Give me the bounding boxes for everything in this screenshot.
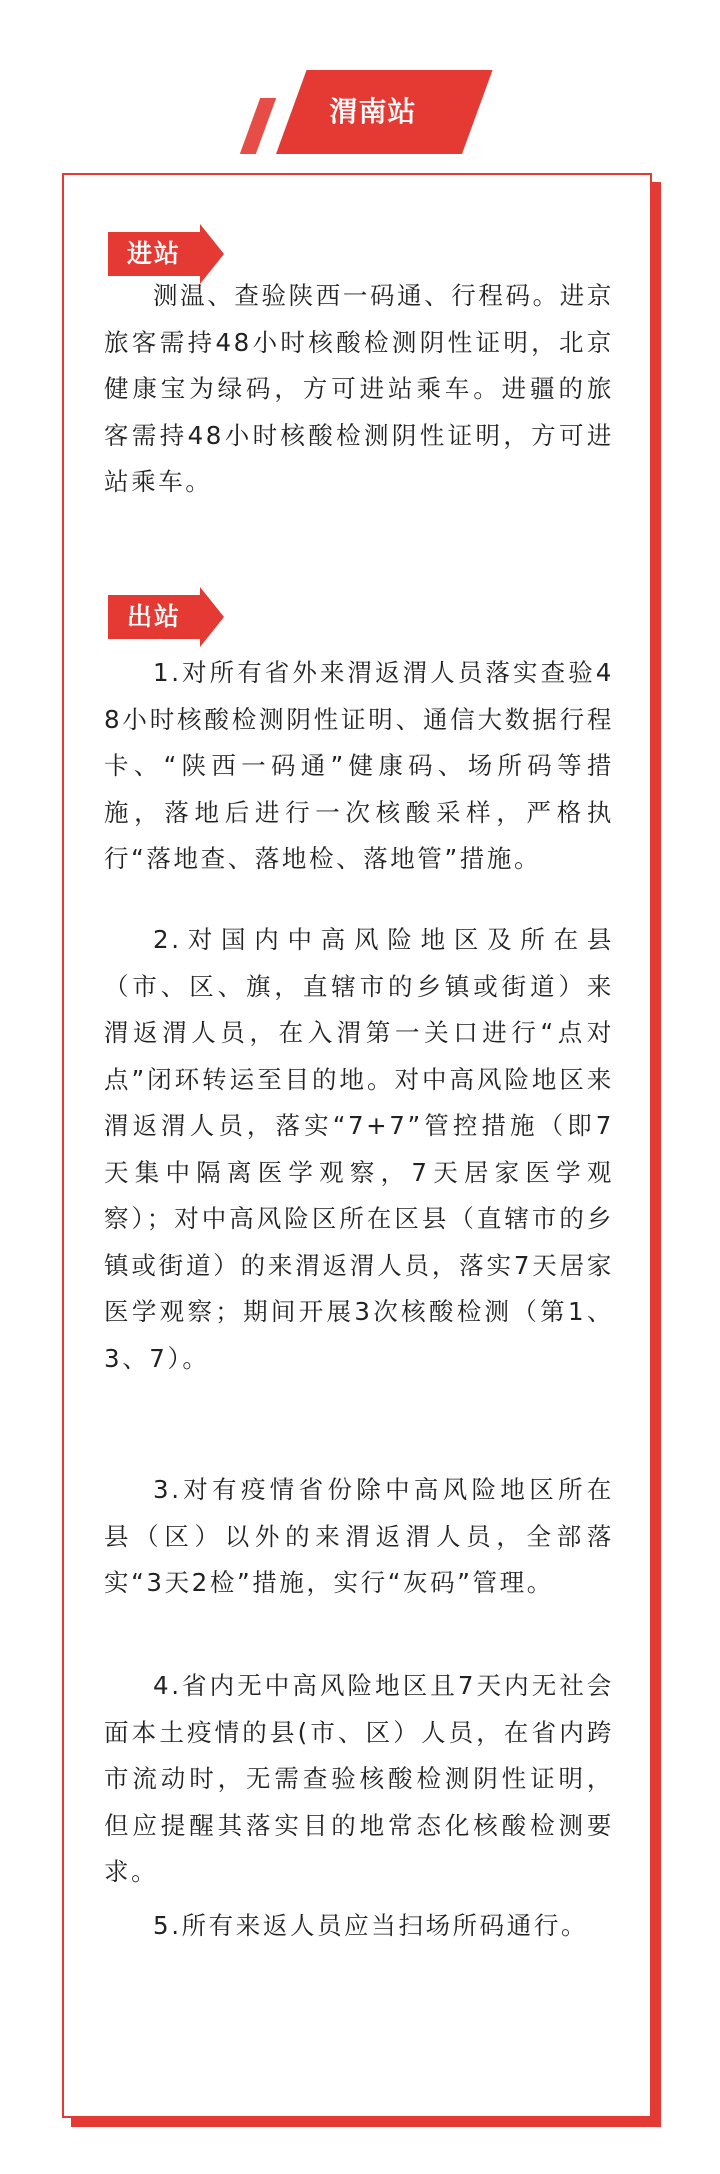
page-title: 渭南站 [329,95,417,128]
exit-paragraph-5: 5.所有来返人员应当扫场所码通行。 [153,1911,589,1940]
exit-paragraph-1: 1.对所有省外来渭返渭人员落实查验48小时核酸检测阴性证明、通信大数据行程卡、“陕西一码通”健康码、场所码等措施，落地后进行一次核酸采样，严格执行“落地查、落地检、落地管”措施。 [104,658,614,873]
content-card [62,173,652,2118]
exit-paragraph-3: 3.对有疫情省份除中高风险地区所在县（区）以外的来渭返渭人员，全部落实“3天2检”措施，实行“灰码”管理。 [104,1475,614,1597]
section-label-exit: 出站 [126,602,181,631]
section-label-entry: 进站 [126,239,181,268]
entry-paragraph: 测温、查验陕西一码通、行程码。进京旅客需持48小时核酸检测阴性证明，北京健康宝为绿码，方可进站乘车。进疆的旅客需持48小时核酸检测阴性证明，方可进站乘车。 [104,281,614,496]
exit-paragraph-4: 4.省内无中高风险地区且7天内无社会面本土疫情的县(市、区）人员，在省内跨市流动时，无需查验核酸检测阴性证明，但应提醒其落实目的地常态化核酸检测要求。 [104,1671,614,1886]
arrow-right-icon [200,587,224,647]
title-decor-stripe [240,98,276,154]
exit-paragraph-2: 2.对国内中高风险地区及所在县（市、区、旗，直辖市的乡镇或街道）来渭返渭人员，在入渭第一关口进行“点对点”闭环转运至目的地。对中高风险地区来渭返渭人员，落实“7+7”管控措施（即7天集中隔离医学观察，7天居家医学观察）；对中高风险区所在区县（直辖市的乡镇或街道）的来渭返渭人员，落实7天居家医学观察；期间开展3次核酸检测（第1、3、7）。 [104,925,614,1373]
station-title-banner [250,70,470,154]
